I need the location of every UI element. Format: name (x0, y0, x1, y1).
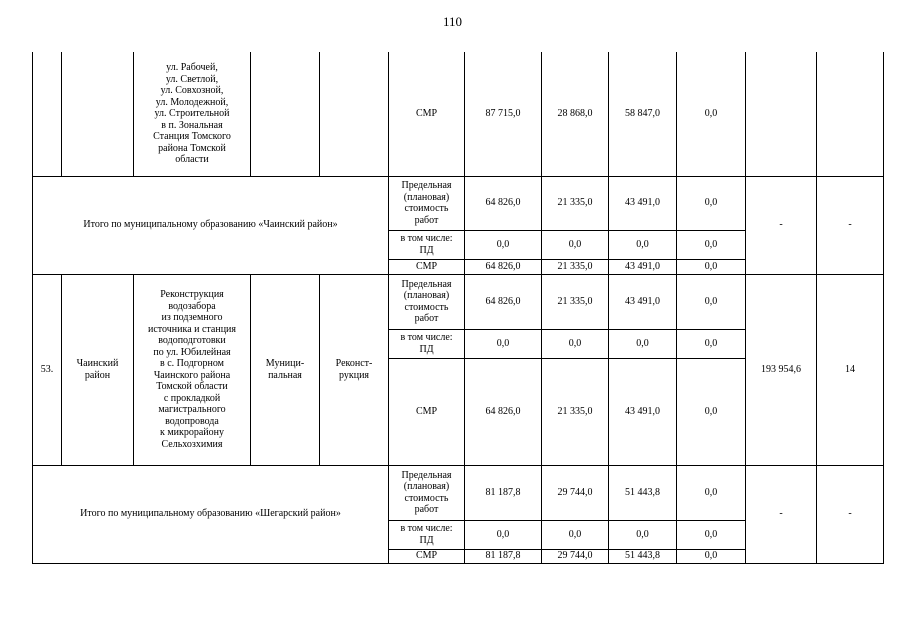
year1-cost-cell: 0,0 (542, 329, 609, 358)
table-row (33, 52, 884, 176)
investment-program-table (32, 52, 884, 564)
number-cell (33, 52, 62, 176)
year3-cost-cell: 0,0 (677, 358, 746, 465)
district-cell: Чаинский район (62, 274, 134, 465)
total-cost-cell: 64 826,0 (465, 358, 542, 465)
district-cell (62, 52, 134, 176)
cost-type-cell: в том числе: ПД (389, 329, 465, 358)
year2-cost-cell: 43 491,0 (609, 259, 677, 274)
cost-type-cell: в том числе: ПД (389, 230, 465, 259)
cost-type-cell: СМР (389, 52, 465, 176)
year1-cost-cell: 21 335,0 (542, 259, 609, 274)
year1-cost-cell: 21 335,0 (542, 358, 609, 465)
extra-cell: - (817, 176, 884, 274)
object-cell: ул. Рабочей, ул. Светлой, ул. Совхозной, ул. Молодежной, ул. Строительной в п. Зональная Станция Томского района Томской области (134, 52, 251, 176)
table-row (33, 176, 884, 230)
ownership-cell: Муници- пальная (251, 274, 320, 465)
year2-cost-cell: 0,0 (609, 520, 677, 549)
year1-cost-cell: 0,0 (542, 520, 609, 549)
year1-cost-cell: 29 744,0 (542, 549, 609, 563)
year2-cost-cell: 43 491,0 (609, 358, 677, 465)
total-cost-cell: 81 187,8 (465, 549, 542, 563)
year3-cost-cell: 0,0 (677, 230, 746, 259)
capacity-cell: - (746, 176, 817, 274)
cost-type-cell: Предельная (плановая) стоимость работ (389, 465, 465, 520)
year3-cost-cell: 0,0 (677, 176, 746, 230)
year1-cost-cell: 21 335,0 (542, 176, 609, 230)
total-cost-cell: 0,0 (465, 230, 542, 259)
year3-cost-cell: 0,0 (677, 259, 746, 274)
year3-cost-cell: 0,0 (677, 52, 746, 176)
work-type-cell (320, 52, 389, 176)
table-row (33, 465, 884, 520)
year2-cost-cell: 43 491,0 (609, 176, 677, 230)
year1-cost-cell: 21 335,0 (542, 274, 609, 329)
year3-cost-cell: 0,0 (677, 520, 746, 549)
year3-cost-cell: 0,0 (677, 274, 746, 329)
year2-cost-cell: 43 491,0 (609, 274, 677, 329)
total-cost-cell: 64 826,0 (465, 274, 542, 329)
ownership-cell (251, 52, 320, 176)
year2-cost-cell: 51 443,8 (609, 549, 677, 563)
year1-cost-cell: 29 744,0 (542, 465, 609, 520)
cost-type-cell: СМР (389, 549, 465, 563)
year1-cost-cell: 28 868,0 (542, 52, 609, 176)
capacity-cell: 193 954,6 (746, 274, 817, 465)
total-cost-cell: 87 715,0 (465, 52, 542, 176)
number-cell: 53. (33, 274, 62, 465)
district-total-label: Итого по муниципальному образованию «Чаинский район» (33, 176, 389, 274)
cost-type-cell: СМР (389, 259, 465, 274)
year1-cost-cell: 0,0 (542, 230, 609, 259)
year3-cost-cell: 0,0 (677, 329, 746, 358)
cost-type-cell: в том числе: ПД (389, 520, 465, 549)
extra-cell: 14 (817, 274, 884, 465)
cost-type-cell: Предельная (плановая) стоимость работ (389, 176, 465, 230)
total-cost-cell: 64 826,0 (465, 259, 542, 274)
year3-cost-cell: 0,0 (677, 465, 746, 520)
page-number: 110 (442, 14, 463, 29)
capacity-cell (746, 52, 817, 176)
year3-cost-cell: 0,0 (677, 549, 746, 563)
total-cost-cell: 64 826,0 (465, 176, 542, 230)
cost-type-cell: СМР (389, 358, 465, 465)
year2-cost-cell: 58 847,0 (609, 52, 677, 176)
year2-cost-cell: 0,0 (609, 329, 677, 358)
year2-cost-cell: 51 443,8 (609, 465, 677, 520)
extra-cell: - (817, 465, 884, 563)
total-cost-cell: 81 187,8 (465, 465, 542, 520)
year2-cost-cell: 0,0 (609, 230, 677, 259)
total-cost-cell: 0,0 (465, 520, 542, 549)
object-cell: Реконструкция водозабора из подземного источника и станция водоподготовки по ул. Юбилейная в с. Подгорном Чаинского района Томской области с прокладкой магистрального водопровода к микрорайону Сельхозхимия (134, 274, 251, 465)
cost-type-cell: Предельная (плановая) стоимость работ (389, 274, 465, 329)
table-row (33, 274, 884, 329)
extra-cell (817, 52, 884, 176)
work-type-cell: Реконст- рукция (320, 274, 389, 465)
total-cost-cell: 0,0 (465, 329, 542, 358)
district-total-label: Итого по муниципальному образованию «Шегарский район» (33, 465, 389, 563)
capacity-cell: - (746, 465, 817, 563)
